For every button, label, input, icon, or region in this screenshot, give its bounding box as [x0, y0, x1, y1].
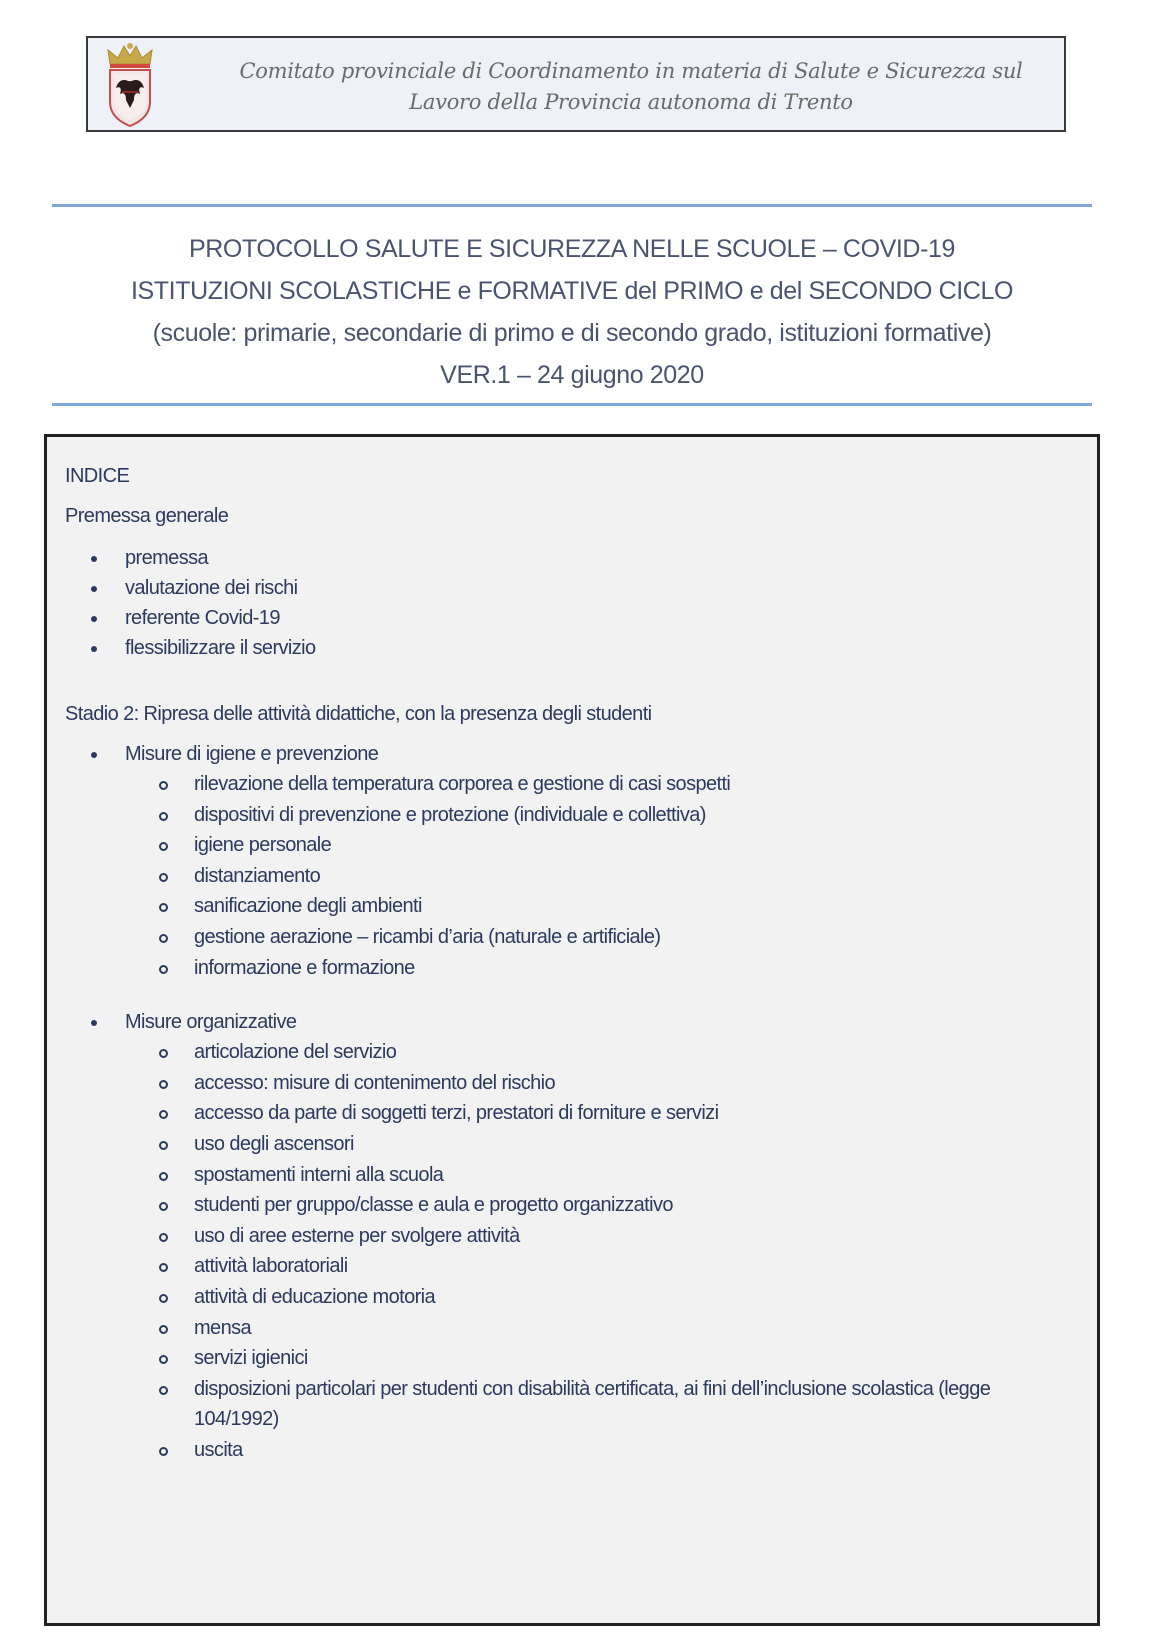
- title-line1: PROTOCOLLO SALUTE E SICUREZZA NELLE SCUOLE – COVID-19: [188, 235, 956, 263]
- group-label: Misure organizzative: [125, 1011, 297, 1034]
- circle-bullet-icon: [159, 1110, 168, 1119]
- group-label: Misure di igiene e prevenzione: [125, 743, 379, 765]
- title-rule-bottom: [52, 403, 1092, 406]
- list-item: informazione e formazione: [124, 953, 1077, 984]
- list-item: disposizioni particolari per studenti con disabilità certificata, ai fini dell’inclusione scolastica (legge 104/1992): [124, 1374, 1077, 1435]
- premessa-list: [65, 543, 1077, 663]
- list-item: spostamenti interni alla scuola: [124, 1160, 1077, 1191]
- list-item: accesso: misure di contenimento del rischio: [124, 1068, 1077, 1099]
- list-item: attività laboratoriali: [124, 1251, 1077, 1282]
- list-item: articolazione del servizio: [124, 1037, 1077, 1068]
- list-item: valutazione dei rischi: [65, 573, 1077, 603]
- circle-bullet-icon: [159, 1325, 168, 1334]
- circle-bullet-icon: [159, 1141, 168, 1150]
- list-item: referente Covid-19: [65, 603, 1077, 633]
- bullet-icon: [91, 586, 97, 592]
- group-organizzative: [65, 1007, 1077, 1465]
- circle-bullet-icon: [159, 1386, 168, 1395]
- title-line3: (scuole: primarie, secondarie di primo e di secondo grado, istituzioni formative): [152, 319, 992, 347]
- circle-bullet-icon: [159, 1233, 168, 1242]
- bullet-icon: [91, 1020, 97, 1026]
- bullet-icon: [91, 646, 97, 652]
- circle-bullet-icon: [159, 842, 168, 851]
- circle-bullet-icon: [159, 873, 168, 882]
- circle-bullet-icon: [159, 1049, 168, 1058]
- circle-bullet-icon: [159, 1263, 168, 1272]
- stadio-heading: Stadio 2: Ripresa delle attività didattiche, con la presenza degli studenti: [65, 703, 652, 725]
- igiene-sublist: [125, 769, 1077, 983]
- list-item: attività di educazione motoria: [124, 1282, 1077, 1313]
- circle-bullet-icon: [159, 934, 168, 943]
- bullet-icon: [91, 752, 97, 758]
- list-item: mensa: [124, 1313, 1077, 1344]
- premessa-heading: Premessa generale: [65, 505, 229, 527]
- circle-bullet-icon: [159, 1080, 168, 1089]
- list-item: premessa: [65, 543, 1077, 573]
- list-item: studenti per gruppo/classe e aula e progetto organizzativo: [124, 1190, 1077, 1221]
- organizzative-sublist: [125, 1037, 1077, 1465]
- title-line2: ISTITUZIONI SCOLASTICHE e FORMATIVE del PRIMO e del SECONDO CICLO: [130, 277, 1014, 305]
- list-item: uso di aree esterne per svolgere attività: [124, 1221, 1077, 1252]
- list-item: gestione aerazione – ricambi d’aria (naturale e artificiale): [124, 922, 1077, 953]
- list-item: flessibilizzare il servizio: [65, 633, 1077, 663]
- group-igiene: [65, 739, 1077, 983]
- circle-bullet-icon: [159, 965, 168, 974]
- circle-bullet-icon: [159, 903, 168, 912]
- circle-bullet-icon: [159, 1447, 168, 1456]
- committee-header: [86, 36, 1066, 132]
- list-item: rilevazione della temperatura corporea e gestione di casi sospetti: [124, 769, 1077, 800]
- list-item: uso degli ascensori: [124, 1129, 1077, 1160]
- list-item: dispositivi di prevenzione e protezione (individuale e collettiva): [124, 800, 1077, 831]
- circle-bullet-icon: [159, 1355, 168, 1364]
- circle-bullet-icon: [159, 812, 168, 821]
- committee-name: [208, 56, 1054, 118]
- list-item: sanificazione degli ambienti: [124, 891, 1077, 922]
- list-item: uscita: [124, 1435, 1077, 1466]
- circle-bullet-icon: [159, 781, 168, 790]
- list-item: accesso da parte di soggetti terzi, prestatori di forniture e servizi: [124, 1098, 1077, 1129]
- bullet-icon: [91, 556, 97, 562]
- index-heading: INDICE: [65, 465, 130, 487]
- stadio-list: [65, 739, 1077, 1465]
- list-item: igiene personale: [124, 830, 1077, 861]
- committee-name-line2: Lavoro della Provincia autonoma di Trento: [409, 90, 853, 114]
- trentino-coat-of-arms-icon: [102, 42, 158, 128]
- title-rule-top: [52, 204, 1092, 207]
- title-version: VER.1 – 24 giugno 2020: [440, 361, 704, 389]
- committee-name-line1: Comitato provinciale di Coordinamento in materia di Salute e Sicurezza sul: [239, 59, 1023, 83]
- circle-bullet-icon: [159, 1202, 168, 1211]
- table-of-contents: [44, 434, 1100, 1626]
- bullet-icon: [91, 616, 97, 622]
- list-item: servizi igienici: [124, 1343, 1077, 1374]
- circle-bullet-icon: [159, 1172, 168, 1181]
- list-item: distanziamento: [124, 861, 1077, 892]
- document-title: [52, 228, 1092, 396]
- circle-bullet-icon: [159, 1294, 168, 1303]
